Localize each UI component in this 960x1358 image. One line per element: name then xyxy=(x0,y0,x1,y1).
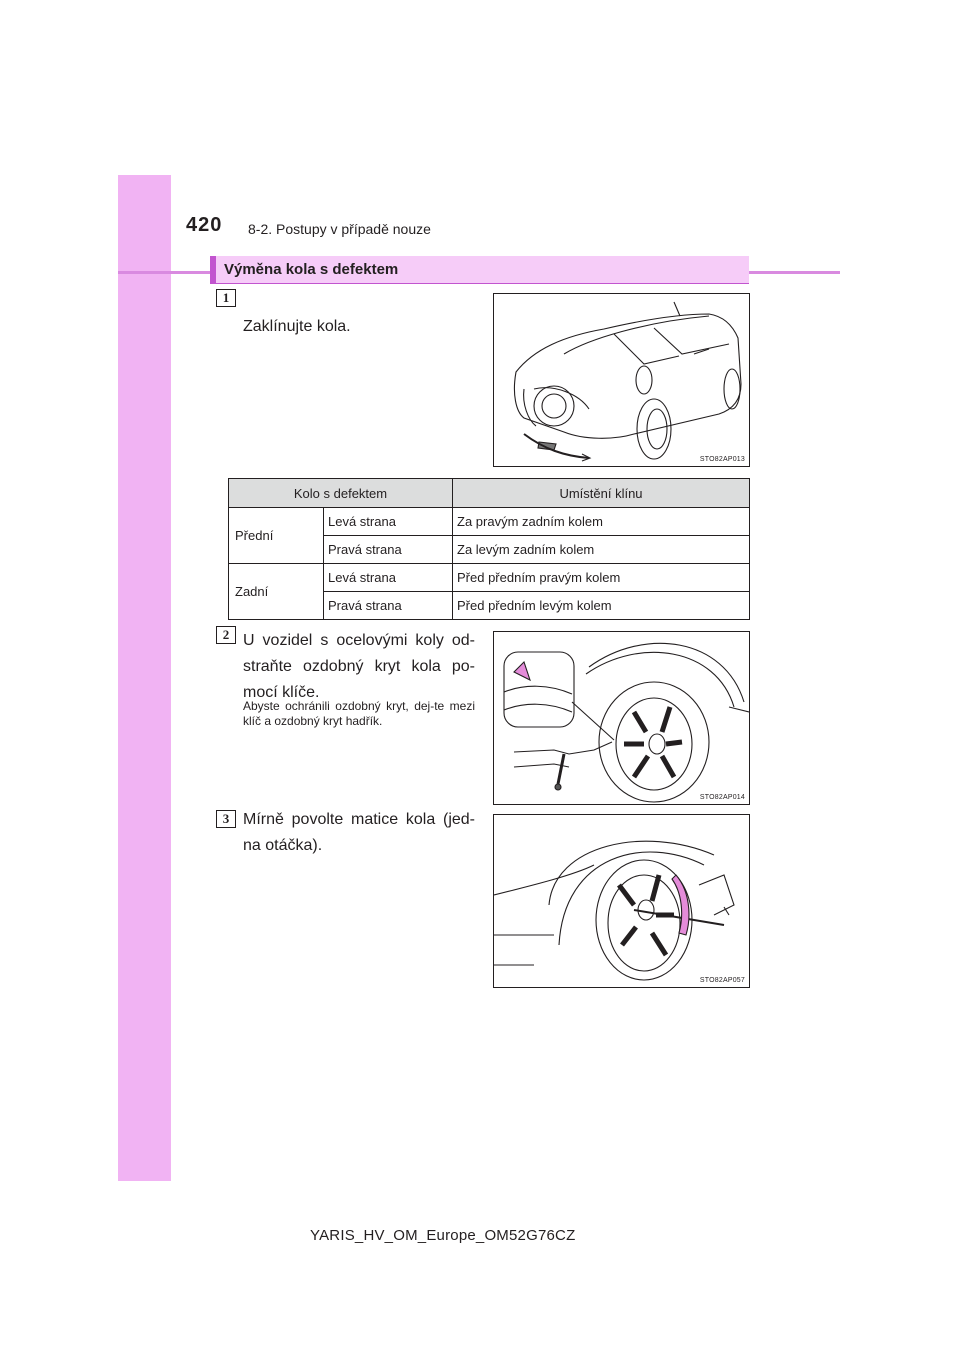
figure-code: STO82AP014 xyxy=(699,794,745,801)
chapter-sidebar-tab xyxy=(118,175,171,1181)
table-cell-location: Za pravým zadním kolem xyxy=(453,508,750,536)
step-2-badge: 2 xyxy=(216,626,236,644)
step-3-badge: 3 xyxy=(216,810,236,828)
table-cell-location: Před předním pravým kolem xyxy=(453,564,750,592)
table-cell-side: Pravá strana xyxy=(324,592,453,620)
step-3-text: Mírně povolte matice kola (jed-na otáčka). xyxy=(243,811,475,854)
table-header-row xyxy=(229,479,750,508)
chapter-title: 8-2. Postupy v případě nouze xyxy=(248,221,431,237)
document-code: YARIS_HV_OM_Europe_OM52G76CZ xyxy=(310,1227,576,1244)
table-cell-side: Levá strana xyxy=(324,564,453,592)
table-cell-location: Před předním levým kolem xyxy=(453,592,750,620)
figure-remove-wheel-cap xyxy=(493,631,750,805)
row-group-front: Přední xyxy=(229,508,324,564)
table-cell-location: Za levým zadním kolem xyxy=(453,536,750,564)
column-header-chock-location: Umístění klínu xyxy=(453,479,750,508)
page-number: 420 xyxy=(186,214,223,236)
figure-loosen-wheel-nuts xyxy=(493,814,750,988)
section-heading: Výměna kola s defektem xyxy=(210,256,749,284)
step-2-text: U vozidel s ocelovými koly od-straňte ozdobný kryt kola po-mocí klíče. xyxy=(243,632,475,701)
step-2-note: Abyste ochránili ozdobný kryt, dej-te mezi klíč a ozdobný kryt hadřík. xyxy=(243,699,475,728)
step-1-text: Zaklínujte kola. xyxy=(243,318,351,335)
figure-car-wheel-chocks xyxy=(493,293,750,467)
table-cell-side: Pravá strana xyxy=(324,536,453,564)
row-group-rear: Zadní xyxy=(229,564,324,620)
figure-code: STO82AP013 xyxy=(699,456,745,463)
table-row xyxy=(229,564,750,592)
wheel-chock-table xyxy=(228,478,750,620)
table-row xyxy=(229,508,750,536)
table-cell-side: Levá strana xyxy=(324,508,453,536)
column-header-flat-tire: Kolo s defektem xyxy=(229,479,453,508)
figure-code: STO82AP057 xyxy=(699,977,745,984)
step-1-badge: 1 xyxy=(216,289,236,307)
